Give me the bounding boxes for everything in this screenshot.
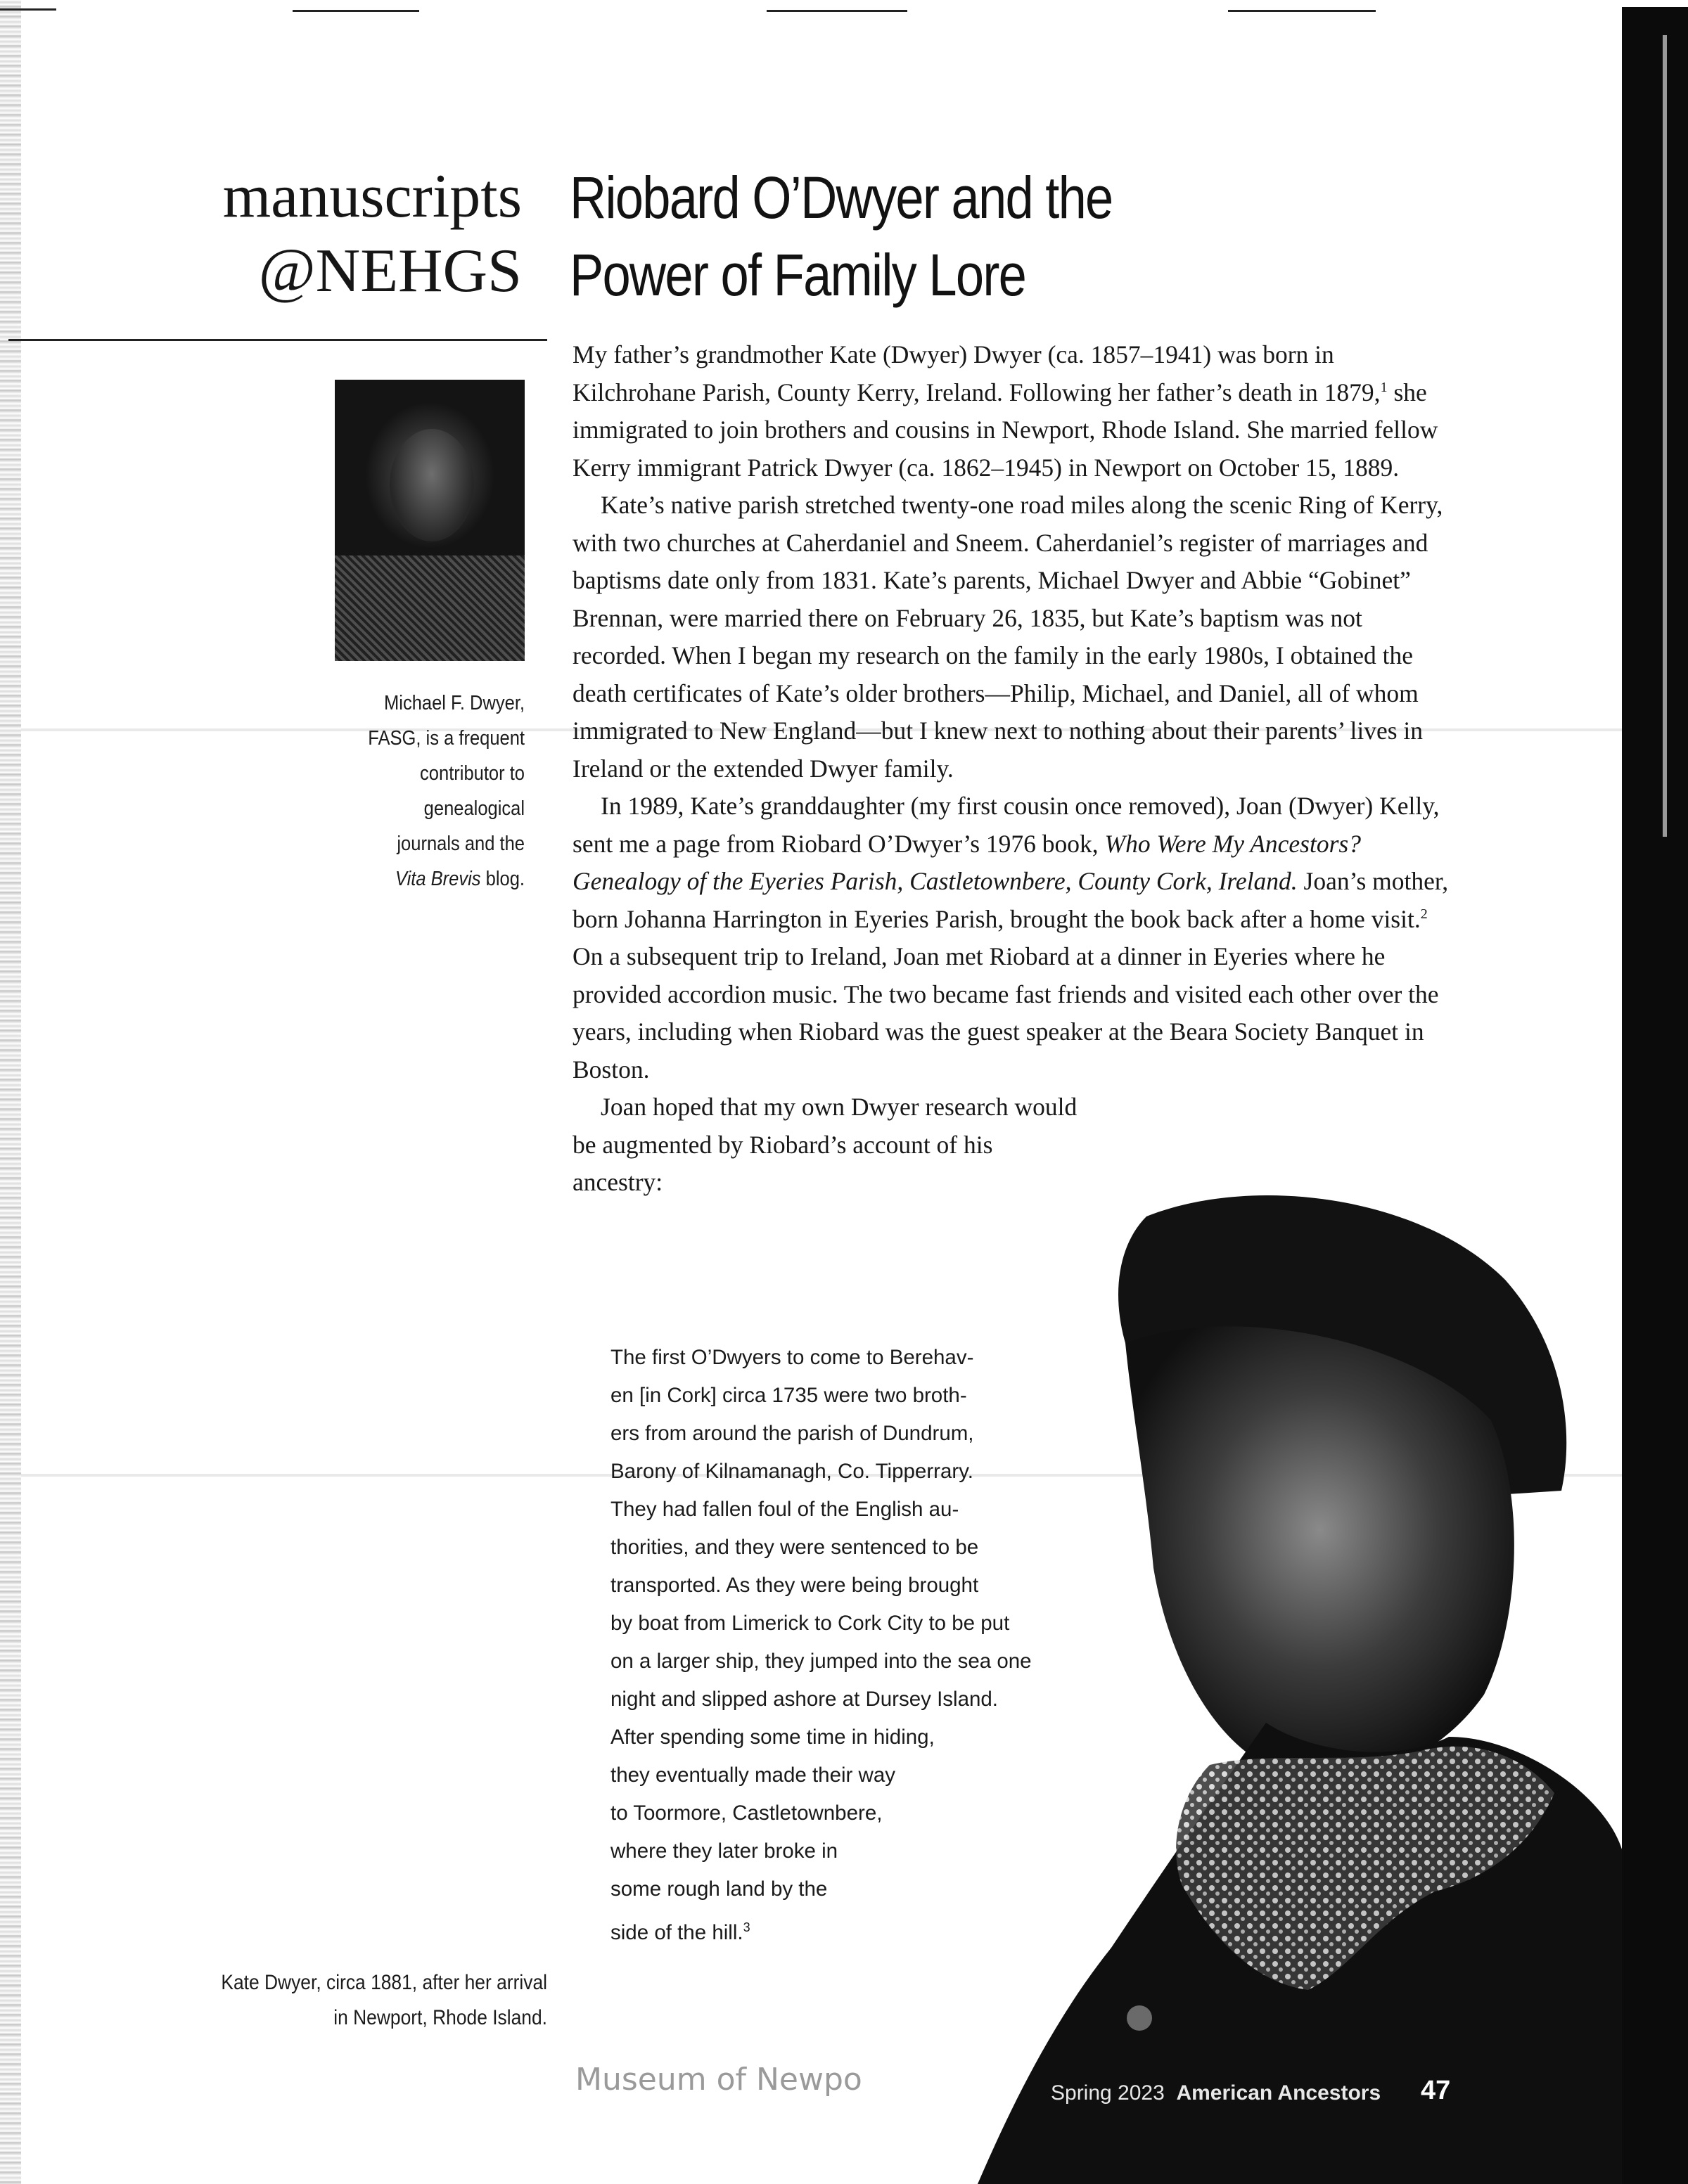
author-bio-line: contributor to — [420, 762, 525, 785]
paragraph-2: Kate’s native parish stretched twenty-one road miles along the scenic Ring of Kerry, with two churches at Caherdaniel and Sneem. Caherdaniel’s register of marriages and baptisms date only from 1831. Kate’s parents, Michael Dwyer and Abbie “Gobinet” Brennan, were married there on February 26, 1835, but Kate’s baptism was not recorded. When I began my research on the family in the early 1980s, I obtained the death certificates of Kate’s older brothers—Philip, Michael, and Daniel, all of whom immigrated to New England—but I knew next to nothing about their parents’ lives in Ireland or the extended Dwyer family. — [573, 491, 1443, 783]
author-bio-line: Michael F. Dwyer, — [384, 692, 525, 714]
quote-line: some rough land by the — [610, 1877, 828, 1901]
author-portrait — [335, 380, 525, 661]
paragraph-1-text: My father’s grandmother Kate (Dwyer) Dwyer (ca. 1857–1941) was born in Kilchrohane Parish, County Kerry, Ireland. Following her father’s death in 1879, — [573, 340, 1381, 406]
magazine-name: American Ancestors — [1176, 2081, 1381, 2105]
issue-season: Spring 2023 — [1051, 2081, 1165, 2105]
paragraph-3-text: In 1989, Kate’s granddaughter (my first cousin once removed), Joan (Dwyer) Kelly, sent me a page from Riobard O’Dwyer’s 1976 book, — [573, 792, 1440, 858]
photo-credit: Museum of Newpo — [575, 2062, 862, 2098]
scan-top-rule-3 — [1228, 10, 1376, 12]
quote-line: They had fallen foul of the English au- — [610, 1498, 959, 1521]
footnote-ref-2: 2 — [1420, 906, 1428, 922]
scan-left-edge — [0, 0, 21, 2184]
quote-line: Barony of Kilnamanagh, Co. Tipperrary. — [610, 1460, 973, 1483]
article-body — [573, 336, 1459, 1202]
article-title-line1: Riobard O’Dwyer and the — [570, 165, 1113, 231]
author-bio — [311, 686, 525, 897]
paragraph-3 — [573, 788, 1459, 1088]
department-label-line1: manuscripts — [222, 162, 522, 231]
scan-top-rule-1 — [293, 10, 419, 12]
quote-line: on a larger ship, they jumped into the sea one — [610, 1650, 1032, 1673]
footnote-ref-1: 1 — [1380, 379, 1388, 395]
author-shirt — [335, 555, 525, 661]
photo-caption — [158, 1965, 547, 2036]
quote-line: thorities, and they were sentenced to be — [610, 1536, 979, 1559]
scan-right-edge — [1622, 7, 1688, 2184]
quote-line: ers from around the parish of Dundrum, — [610, 1422, 974, 1445]
quote-line: they eventually made their way — [610, 1764, 896, 1787]
footnote-ref-3: 3 — [743, 1920, 750, 1934]
paragraph-1 — [573, 336, 1459, 487]
article-title-line2: Power of Family Lore — [570, 242, 1026, 308]
quote-line: by boat from Limerick to Cork City to be put — [610, 1612, 1010, 1635]
paragraph-3-text-b: Joan’s mother, born Johanna Harrington in Eyeries Parish, brought the book back after a home visit. — [573, 867, 1449, 933]
block-quote — [610, 1339, 1145, 1952]
quote-line: The first O’Dwyers to come to Berehav- — [610, 1346, 974, 1369]
author-bio-line: journals and the — [397, 833, 525, 855]
quote-line: transported. As they were being brought — [610, 1574, 979, 1597]
book-title: Who Were My Ancestors? Genealogy of the Eyeries Parish, Castletownbere, County Cork, Ireland. — [573, 829, 1361, 895]
paragraph-4: Joan hoped that my own Dwyer research would be augmented by Riobard’s account of his ancestry: — [573, 1093, 1078, 1196]
author-face — [390, 429, 474, 541]
quote-line: to Toormore, Castletownbere, — [610, 1801, 883, 1825]
quote-line: night and slipped ashore at Dursey Island. — [610, 1688, 999, 1711]
paragraph-3-text-c: On a subsequent trip to Ireland, Joan met Riobard at a dinner in Eyeries where he provided accordion music. The two became fast friends and visited each other over the years, including when Riobard was the guest speaker at the Beara Society Banquet in Boston. — [573, 942, 1439, 1084]
paragraph-1-text-rest: she immigrated to join brothers and cousins in Newport, Rhode Island. She married fellow Kerry immigrant Patrick Dwyer (ca. 1862–1945) in Newport on October 15, 1889. — [573, 378, 1438, 482]
quote-line: side of the hill. — [610, 1920, 743, 1944]
author-bio-line: genealogical — [423, 797, 525, 820]
department-label-line2: @NEHGS — [258, 237, 522, 305]
caption-line2: in Newport, Rhode Island. — [333, 2006, 547, 2029]
page-number: 47 — [1421, 2076, 1451, 2105]
quote-line-last — [610, 1908, 1145, 1952]
quote-line: en [in Cork] circa 1735 were two broth- — [610, 1384, 967, 1407]
page-footer — [1051, 2081, 1381, 2105]
quote-line: where they later broke in — [610, 1839, 838, 1863]
author-bio-line: FASG, is a frequent — [368, 727, 525, 750]
author-bio-line — [311, 861, 525, 897]
quote-line: After spending some time in hiding, — [610, 1726, 935, 1749]
header-divider — [8, 339, 547, 341]
blog-name: Vita Brevis — [395, 868, 481, 890]
scan-corner-mark — [0, 8, 56, 11]
caption-line1: Kate Dwyer, circa 1881, after her arrival — [221, 1971, 547, 1994]
article-title — [570, 159, 1113, 314]
scan-top-rule-2 — [767, 10, 907, 12]
author-bio-tail: blog. — [480, 868, 525, 890]
